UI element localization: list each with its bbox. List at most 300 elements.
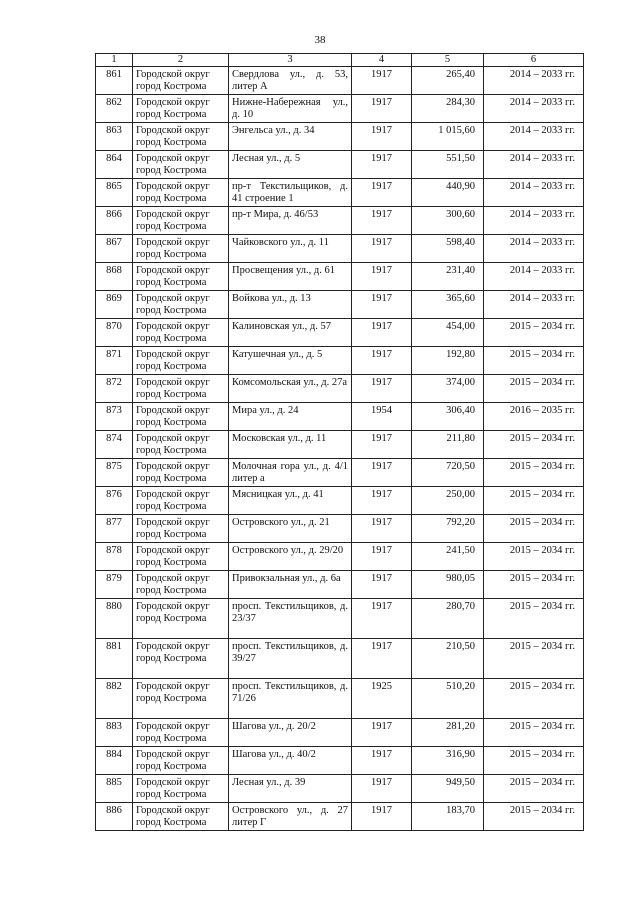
period-cell [484,207,584,235]
year-cell-text: 1917 [371,153,392,164]
period-cell-text: 2014 – 2033 гг. [509,293,575,304]
year-cell [352,235,412,263]
period-cell [484,543,584,571]
address-cell [229,67,352,95]
table-row [96,67,584,95]
municipality-cell [133,235,229,263]
year-cell [352,179,412,207]
municipality-cell-text: Городской округ город Кострома [136,777,210,800]
area-cell-text: 280,70 [446,601,475,612]
column-header: 1 [96,54,133,67]
municipality-cell-text: Городской округ город Кострома [136,461,210,484]
period-cell-text: 2015 – 2034 гг. [509,641,575,652]
row-number-cell [96,515,133,543]
row-number-cell-text: 864 [106,153,122,164]
table-row [96,151,584,179]
year-cell-text: 1917 [371,433,392,444]
municipality-cell [133,747,229,775]
period-cell [484,599,584,639]
table-row [96,291,584,319]
municipality-cell-text: Городской округ город Кострома [136,641,210,664]
housing-registry-table [95,53,584,831]
year-cell [352,431,412,459]
year-cell [352,747,412,775]
area-cell [412,291,484,319]
period-cell [484,679,584,719]
period-cell [484,123,584,151]
address-cell [229,151,352,179]
row-number-cell-text: 872 [106,377,122,388]
period-cell-text: 2015 – 2034 гг. [509,489,575,500]
address-cell-text: Энгельса ул., д. 34 [232,125,315,136]
year-cell [352,291,412,319]
area-cell [412,431,484,459]
period-cell-text: 2015 – 2034 гг. [509,433,575,444]
area-cell [412,515,484,543]
table-body [96,67,584,831]
address-cell-text: пр-т Текстильщиков, д. 41 строение 1 [232,181,348,204]
year-cell-text: 1917 [371,517,392,528]
period-cell [484,95,584,123]
period-cell [484,347,584,375]
municipality-cell-text: Городской округ город Кострома [136,153,210,176]
area-cell-text: 792,20 [446,517,475,528]
area-cell-text: 510,20 [446,681,475,692]
address-cell [229,347,352,375]
municipality-cell [133,431,229,459]
address-cell-text: Чайковского ул., д. 11 [232,237,329,248]
period-cell-text: 2014 – 2033 гг. [509,97,575,108]
table-row [96,803,584,831]
municipality-cell-text: Городской округ город Кострома [136,97,210,120]
year-cell [352,319,412,347]
municipality-cell-text: Городской округ город Кострома [136,517,210,540]
municipality-cell-text: Городской округ город Кострома [136,209,210,232]
address-cell-text: Московская ул., д. 11 [232,433,327,444]
column-header: 3 [229,54,352,67]
area-cell [412,123,484,151]
row-number-cell [96,95,133,123]
municipality-cell-text: Городской округ город Кострома [136,349,210,372]
address-cell-text: Просвещения ул., д. 61 [232,265,335,276]
municipality-cell [133,151,229,179]
municipality-cell-text: Городской округ город Кострома [136,69,210,92]
area-cell-text: 365,60 [446,293,475,304]
municipality-cell [133,375,229,403]
year-cell [352,599,412,639]
table-row [96,599,584,639]
row-number-cell [96,719,133,747]
year-cell [352,375,412,403]
row-number-cell [96,375,133,403]
municipality-cell [133,67,229,95]
area-cell-text: 211,80 [446,433,475,444]
year-cell-text: 1917 [371,721,392,732]
period-cell-text: 2015 – 2034 гг. [509,461,575,472]
area-cell [412,347,484,375]
row-number-cell-text: 876 [106,489,122,500]
period-cell-text: 2014 – 2033 гг. [509,209,575,220]
area-cell [412,639,484,679]
area-cell [412,67,484,95]
year-cell [352,515,412,543]
area-cell-text: 250,00 [446,489,475,500]
municipality-cell [133,639,229,679]
row-number-cell-text: 862 [106,97,122,108]
year-cell-text: 1954 [371,405,392,416]
address-cell [229,207,352,235]
area-cell-text: 720,50 [446,461,475,472]
area-cell-text: 192,80 [446,349,475,360]
area-cell [412,263,484,291]
area-cell-text: 231,40 [446,265,475,276]
area-cell [412,319,484,347]
table-row [96,747,584,775]
table-row [96,679,584,719]
address-cell-text: Островского ул., д. 27 литер Г [232,805,348,828]
row-number-cell [96,347,133,375]
year-cell-text: 1917 [371,181,392,192]
row-number-cell-text: 878 [106,545,122,556]
area-cell [412,571,484,599]
row-number-cell [96,487,133,515]
municipality-cell [133,319,229,347]
year-cell [352,543,412,571]
year-cell [352,347,412,375]
row-number-cell [96,803,133,831]
year-cell-text: 1917 [371,97,392,108]
municipality-cell [133,95,229,123]
year-cell-text: 1917 [371,377,392,388]
year-cell-text: 1917 [371,489,392,500]
municipality-cell-text: Городской округ город Кострома [136,321,210,344]
year-cell [352,123,412,151]
address-cell-text: Островского ул., д. 21 [232,517,330,528]
address-cell-text: просп. Текстильщиков, д. 23/37 [232,601,348,624]
year-cell-text: 1917 [371,349,392,360]
area-cell [412,679,484,719]
column-header: 6 [484,54,584,67]
period-cell-text: 2015 – 2034 гг. [509,805,575,816]
year-cell [352,67,412,95]
year-cell [352,95,412,123]
row-number-cell-text: 882 [106,681,122,692]
row-number-cell [96,459,133,487]
row-number-cell [96,179,133,207]
year-cell-text: 1917 [371,601,392,612]
municipality-cell-text: Городской округ город Кострома [136,545,210,568]
address-cell [229,775,352,803]
address-cell [229,543,352,571]
municipality-cell-text: Городской округ город Кострома [136,721,210,744]
address-cell-text: Лесная ул., д. 5 [232,153,301,164]
area-cell [412,803,484,831]
area-cell [412,543,484,571]
address-cell-text: Привокзальная ул., д. 6а [232,573,341,584]
period-cell [484,403,584,431]
row-number-cell-text: 886 [106,805,122,816]
area-cell-text: 949,50 [446,777,475,788]
municipality-cell [133,207,229,235]
area-cell-text: 551,50 [446,153,475,164]
area-cell [412,775,484,803]
municipality-cell [133,571,229,599]
period-cell-text: 2015 – 2034 гг. [509,321,575,332]
municipality-cell [133,543,229,571]
year-cell-text: 1917 [371,545,392,556]
year-cell [352,803,412,831]
address-cell [229,179,352,207]
table-row [96,375,584,403]
address-cell-text: просп. Текстильщиков, д. 39/27 [232,641,348,664]
municipality-cell [133,599,229,639]
period-cell-text: 2014 – 2033 гг. [509,69,575,80]
area-cell-text: 306,40 [446,405,475,416]
area-cell [412,403,484,431]
period-cell [484,319,584,347]
address-cell-text: Катушечная ул., д. 5 [232,349,323,360]
address-cell [229,679,352,719]
year-cell-text: 1917 [371,805,392,816]
period-cell-text: 2015 – 2034 гг. [509,377,575,388]
year-cell-text: 1917 [371,237,392,248]
period-cell-text: 2014 – 2033 гг. [509,265,575,276]
year-cell-text: 1925 [371,681,392,692]
row-number-cell [96,747,133,775]
table-row [96,179,584,207]
address-cell [229,291,352,319]
address-cell [229,515,352,543]
year-cell [352,487,412,515]
row-number-cell [96,207,133,235]
address-cell [229,571,352,599]
address-cell-text: Войкова ул., д. 13 [232,293,311,304]
address-cell-text: просп. Текстильщиков, д. 71/26 [232,681,348,704]
address-cell [229,431,352,459]
period-cell [484,571,584,599]
municipality-cell-text: Городской округ город Кострома [136,805,210,828]
row-number-cell-text: 863 [106,125,122,136]
column-header: 5 [412,54,484,67]
period-cell-text: 2016 – 2035 гг. [509,405,575,416]
municipality-cell [133,679,229,719]
period-cell-text: 2015 – 2034 гг. [509,749,575,760]
municipality-cell-text: Городской округ город Кострома [136,265,210,288]
address-cell-text: Молочная гора ул., д. 4/1 литер а [232,461,348,484]
address-cell [229,459,352,487]
row-number-cell-text: 884 [106,749,122,760]
area-cell-text: 980,05 [446,573,475,584]
period-cell [484,235,584,263]
year-cell [352,679,412,719]
column-header: 2 [133,54,229,67]
area-cell-text: 284,30 [446,97,475,108]
page-number: 38 [314,34,326,46]
address-cell [229,747,352,775]
row-number-cell-text: 870 [106,321,122,332]
municipality-cell-text: Городской округ город Кострома [136,125,210,148]
municipality-cell-text: Городской округ город Кострома [136,573,210,596]
municipality-cell-text: Городской округ город Кострома [136,377,210,400]
period-cell-text: 2015 – 2034 гг. [509,777,575,788]
year-cell-text: 1917 [371,573,392,584]
period-cell [484,639,584,679]
row-number-cell-text: 861 [106,69,122,80]
municipality-cell [133,775,229,803]
row-number-cell-text: 881 [106,641,122,652]
table-row [96,123,584,151]
row-number-cell [96,319,133,347]
period-cell-text: 2015 – 2034 гг. [509,349,575,360]
municipality-cell-text: Городской округ город Кострома [136,601,210,624]
municipality-cell [133,263,229,291]
period-cell-text: 2014 – 2033 гг. [509,125,575,136]
row-number-cell [96,639,133,679]
period-cell [484,487,584,515]
area-cell [412,459,484,487]
year-cell-text: 1917 [371,293,392,304]
address-cell-text: Нижне-Набережная ул., д. 10 [232,97,348,120]
year-cell-text: 1917 [371,461,392,472]
row-number-cell-text: 871 [106,349,122,360]
row-number-cell [96,151,133,179]
row-number-cell-text: 867 [106,237,122,248]
year-cell [352,459,412,487]
area-cell-text: 265,40 [446,69,475,80]
area-cell-text: 300,60 [446,209,475,220]
address-cell [229,719,352,747]
column-header: 4 [352,54,412,67]
municipality-cell [133,515,229,543]
row-number-cell-text: 874 [106,433,122,444]
address-cell [229,95,352,123]
year-cell [352,207,412,235]
municipality-cell-text: Городской округ город Кострома [136,405,210,428]
area-cell [412,599,484,639]
period-cell [484,719,584,747]
address-cell-text: Мясницкая ул., д. 41 [232,489,324,500]
year-cell [352,775,412,803]
table-row [96,431,584,459]
address-cell [229,803,352,831]
period-cell-text: 2014 – 2033 гг. [509,237,575,248]
period-cell [484,747,584,775]
row-number-cell-text: 866 [106,209,122,220]
year-cell [352,571,412,599]
area-cell-text: 210,50 [446,641,475,652]
period-cell [484,775,584,803]
address-cell [229,487,352,515]
row-number-cell-text: 868 [106,265,122,276]
year-cell-text: 1917 [371,321,392,332]
area-cell-text: 241,50 [446,545,475,556]
year-cell-text: 1917 [371,125,392,136]
municipality-cell-text: Городской округ город Кострома [136,433,210,456]
row-number-cell [96,67,133,95]
area-cell [412,487,484,515]
table-header-row [96,54,584,67]
row-number-cell [96,679,133,719]
address-cell-text: Лесная ул., д. 39 [232,777,306,788]
area-cell [412,207,484,235]
area-cell-text: 440,90 [446,181,475,192]
year-cell-text: 1917 [371,777,392,788]
area-cell-text: 598,40 [446,237,475,248]
year-cell-text: 1917 [371,749,392,760]
row-number-cell-text: 873 [106,405,122,416]
area-cell-text: 183,70 [446,805,475,816]
area-cell [412,235,484,263]
area-cell [412,375,484,403]
period-cell-text: 2015 – 2034 гг. [509,573,575,584]
year-cell-text: 1917 [371,209,392,220]
period-cell [484,291,584,319]
row-number-cell [96,543,133,571]
address-cell [229,123,352,151]
table-row [96,207,584,235]
address-cell [229,235,352,263]
table-row [96,775,584,803]
area-cell [412,719,484,747]
area-cell [412,151,484,179]
area-cell [412,747,484,775]
row-number-cell [96,263,133,291]
address-cell [229,375,352,403]
table-row [96,639,584,679]
address-cell-text: пр-т Мира, д. 46/53 [232,209,319,220]
address-cell [229,263,352,291]
row-number-cell [96,775,133,803]
period-cell-text: 2015 – 2034 гг. [509,517,575,528]
area-cell-text: 1 015,60 [438,125,475,136]
row-number-cell [96,599,133,639]
municipality-cell [133,123,229,151]
period-cell-text: 2015 – 2034 гг. [509,721,575,732]
period-cell [484,803,584,831]
period-cell [484,515,584,543]
row-number-cell [96,431,133,459]
table-row [96,515,584,543]
address-cell-text: Комсомольская ул., д. 27а [232,377,348,388]
municipality-cell [133,459,229,487]
period-cell [484,263,584,291]
table-row [96,543,584,571]
row-number-cell [96,235,133,263]
municipality-cell-text: Городской округ город Кострома [136,681,210,704]
row-number-cell-text: 885 [106,777,122,788]
year-cell [352,151,412,179]
municipality-cell [133,291,229,319]
row-number-cell-text: 880 [106,601,122,612]
year-cell-text: 1917 [371,69,392,80]
municipality-cell-text: Городской округ город Кострома [136,489,210,512]
year-cell [352,403,412,431]
row-number-cell-text: 883 [106,721,122,732]
period-cell-text: 2015 – 2034 гг. [509,681,575,692]
municipality-cell [133,403,229,431]
table-row [96,263,584,291]
row-number-cell [96,403,133,431]
period-cell-text: 2014 – 2033 гг. [509,153,575,164]
period-cell [484,375,584,403]
period-cell-text: 2015 – 2034 гг. [509,545,575,556]
table-row [96,487,584,515]
row-number-cell-text: 879 [106,573,122,584]
year-cell [352,719,412,747]
period-cell [484,459,584,487]
row-number-cell [96,571,133,599]
row-number-cell-text: 865 [106,181,122,192]
